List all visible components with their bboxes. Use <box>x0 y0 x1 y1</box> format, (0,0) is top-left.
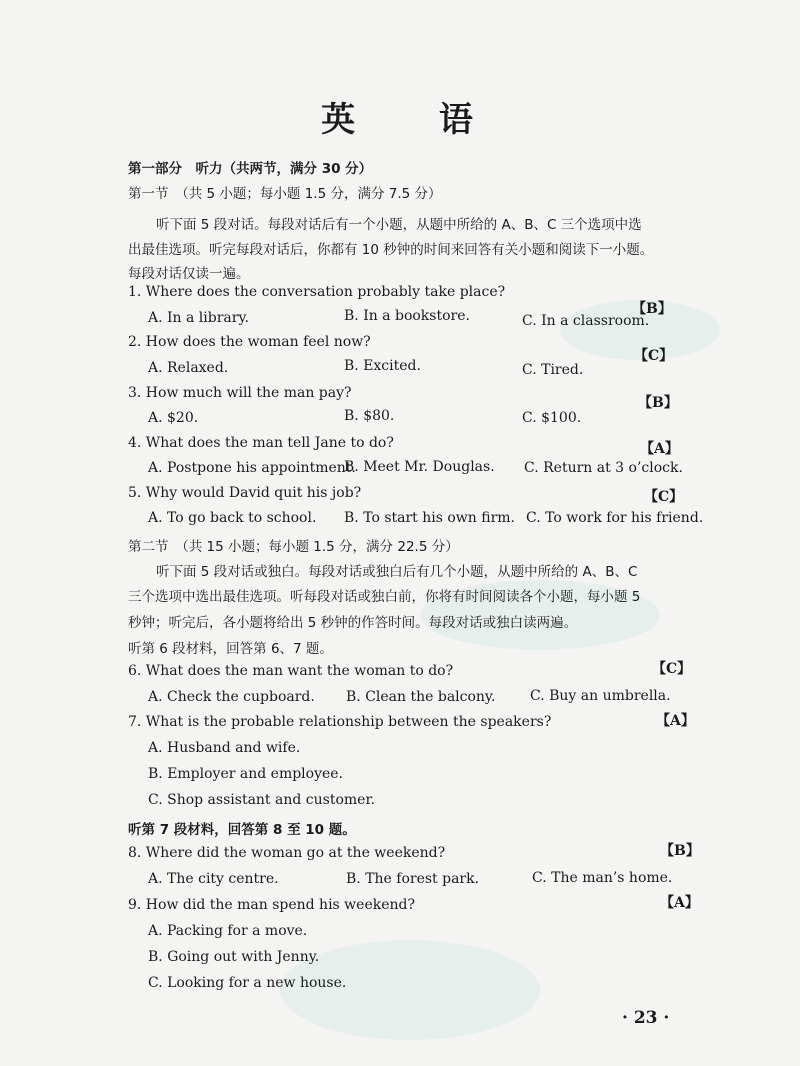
answer-mark: 【B】 <box>632 301 672 317</box>
option-c: C. Buy an umbrella. <box>530 688 671 704</box>
material-heading: 听第 6 段材料，回答第 6、7 题。 <box>128 641 333 657</box>
option-b: B. To start his own firm. <box>344 510 516 526</box>
answer-mark: 【C】 <box>652 661 692 677</box>
answer-mark: 【C】 <box>634 348 674 364</box>
option-a: A. Husband and wife. <box>148 740 301 756</box>
question-text: 7. What is the probable relationship between the speakers? <box>128 714 552 730</box>
answer-mark: 【A】 <box>660 895 699 911</box>
option-a: A. The city centre. <box>148 871 279 887</box>
question-text: 6. What does the man want the woman to do? <box>128 663 454 679</box>
answer-mark: 【A】 <box>640 441 679 457</box>
part-heading: 第一部分 听力（共两节，满分 30 分） <box>128 161 373 177</box>
section1-instruction: 每段对话仅读一遍。 <box>128 266 250 282</box>
option-a: A. Check the cupboard. <box>148 689 315 705</box>
section2-instruction: 听下面 5 段对话或独白。每段对话或独白后有几个小题，从题中所给的 A、B、C <box>156 564 638 580</box>
option-b: B. Excited. <box>344 358 421 374</box>
option-b: B. Going out with Jenny. <box>148 949 320 965</box>
option-b: B. Employer and employee. <box>148 766 344 782</box>
option-b: B. Meet Mr. Douglas. <box>344 459 495 475</box>
option-b: B. Clean the balcony. <box>346 689 496 705</box>
answer-mark: 【C】 <box>644 489 684 505</box>
answer-mark: 【B】 <box>660 843 700 859</box>
option-c: C. The man’s home. <box>532 870 673 886</box>
material-heading: 听第 7 段材料，回答第 8 至 10 题。 <box>128 822 356 838</box>
answer-mark: 【B】 <box>638 395 678 411</box>
option-a: A. $20. <box>148 410 199 426</box>
question-text: 9. How did the man spend his weekend? <box>128 897 415 913</box>
option-a: A. Relaxed. <box>148 360 229 376</box>
section1-instruction: 出最佳选项。听完每段对话后，你都有 10 秒钟的时间来回答有关小题和阅读下一小题。 <box>128 242 654 258</box>
question-text: 3. How much will the man pay? <box>128 385 352 401</box>
section2-heading: 第二节 （共 15 小题；每小题 1.5 分，满分 22.5 分） <box>128 539 459 555</box>
question-text: 8. Where did the woman go at the weekend? <box>128 845 446 861</box>
option-c: C. Tired. <box>522 362 584 378</box>
option-c: C. Return at 3 o’clock. <box>524 460 683 476</box>
option-c: C. $100. <box>522 410 582 426</box>
option-a: A. Postpone his appointment. <box>148 460 356 476</box>
option-c: C. In a classroom. <box>522 313 650 329</box>
page-number: · 23 · <box>622 1008 670 1028</box>
page-title: 英 语 <box>321 100 509 140</box>
question-text: 2. How does the woman feel now? <box>128 334 371 350</box>
section1-heading: 第一节 （共 5 小题；每小题 1.5 分，满分 7.5 分） <box>128 186 442 202</box>
option-b: B. The forest park. <box>346 871 480 887</box>
section1-instruction: 听下面 5 段对话。每段对话后有一个小题，从题中所给的 A、B、C 三个选项中选 <box>156 217 642 233</box>
option-a: A. To go back to school. <box>148 510 317 526</box>
section2-instruction: 三个选项中选出最佳选项。听每段对话或独白前，你将有时间阅读各个小题，每小题 5 <box>128 589 641 605</box>
option-a: A. In a library. <box>148 310 249 326</box>
option-b: B. $80. <box>344 408 395 424</box>
option-a: A. Packing for a move. <box>148 923 308 939</box>
section2-instruction: 秒钟；听完后，各小题将给出 5 秒钟的作答时间。每段对话或独白读两遍。 <box>128 615 578 631</box>
option-c: C. To work for his friend. <box>526 510 704 526</box>
question-text: 5. Why would David quit his job? <box>128 485 362 501</box>
option-c: C. Looking for a new house. <box>148 975 347 991</box>
option-c: C. Shop assistant and customer. <box>148 792 376 808</box>
answer-mark: 【A】 <box>656 713 695 729</box>
option-b: B. In a bookstore. <box>344 308 470 324</box>
question-text: 1. Where does the conversation probably take place? <box>128 284 506 300</box>
question-text: 4. What does the man tell Jane to do? <box>128 435 394 451</box>
